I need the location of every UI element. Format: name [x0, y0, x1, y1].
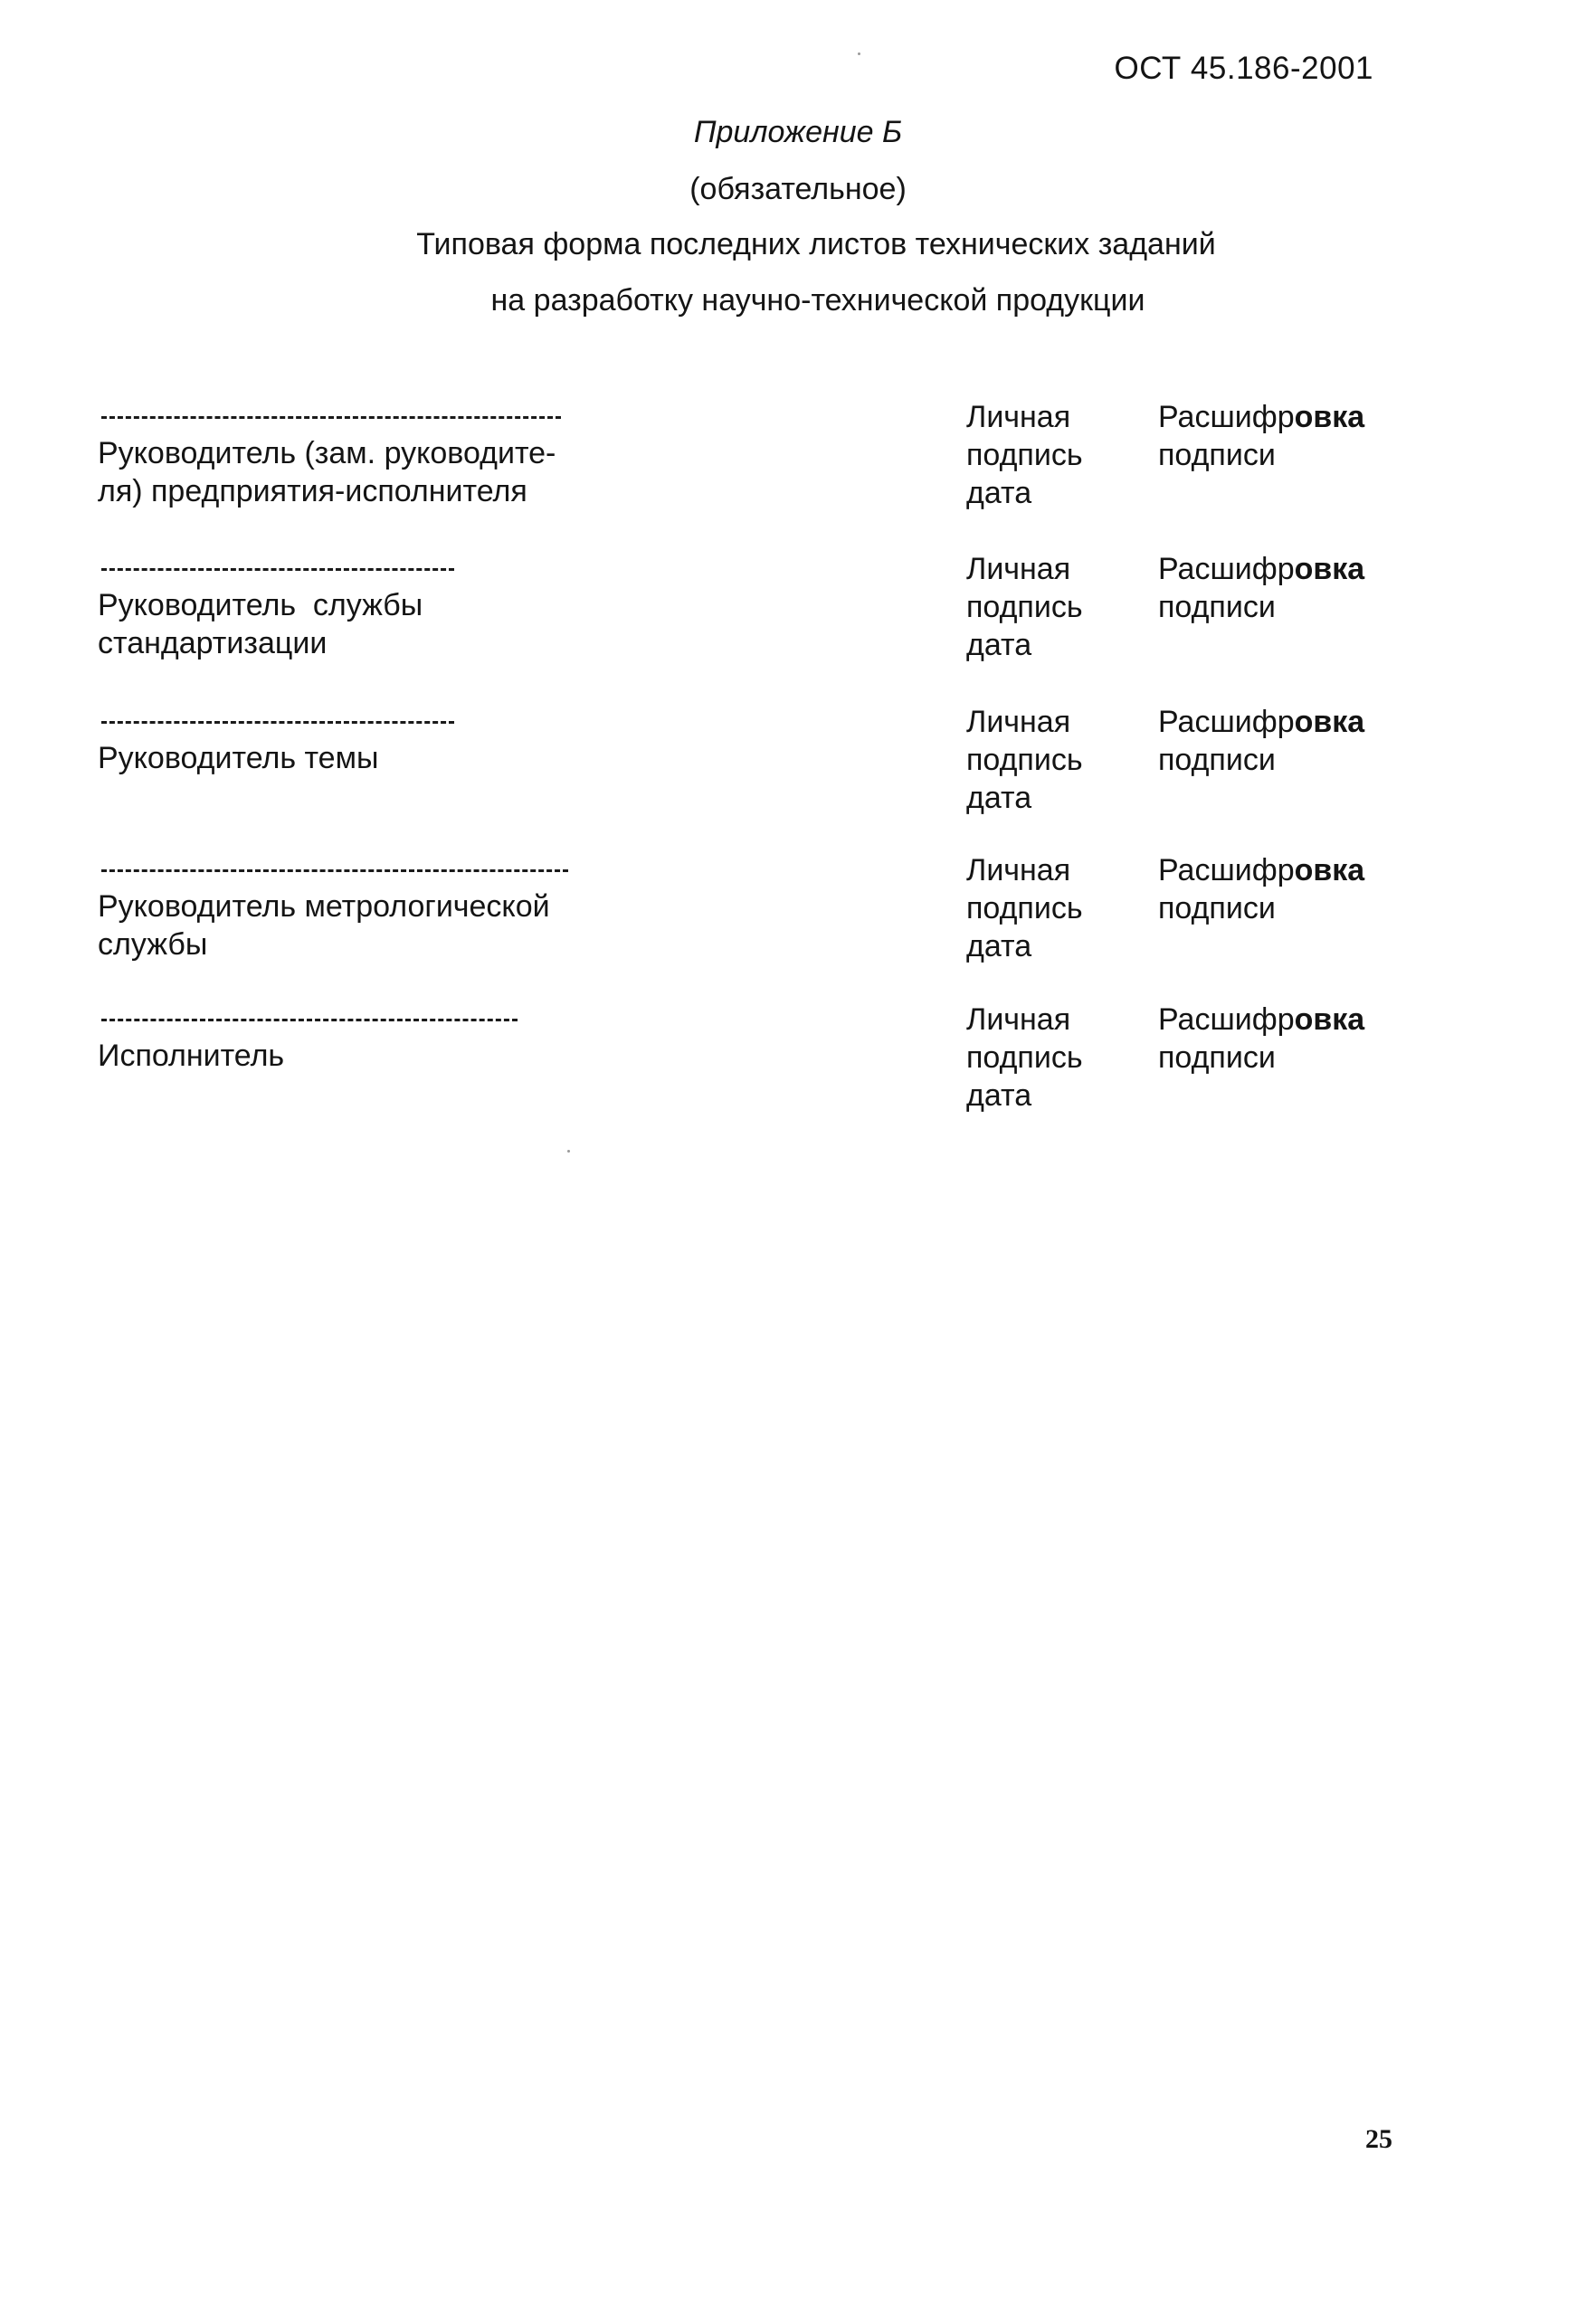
signature-line [101, 869, 568, 872]
role-label: Исполнитель [98, 1039, 285, 1073]
personal-signature-date-label: Личная подпись дата [966, 1002, 1083, 1113]
signature-decoding-label: Расшифровка подписи [1158, 705, 1365, 777]
role-label: Руководитель службы стандартизации [98, 588, 423, 660]
signature-block-head-of-enterprise [98, 400, 1382, 539]
signature-block-head-of-standardization [98, 552, 1382, 691]
signature-block-executor [98, 1002, 1382, 1142]
role-label: Руководитель темы [98, 741, 379, 775]
personal-signature-date-label: Личная подпись дата [966, 400, 1083, 510]
signature-line [101, 416, 561, 419]
signature-decoding-label: Расшифровка подписи [1158, 853, 1365, 925]
signature-block-head-of-topic [98, 705, 1382, 844]
role-label: Руководитель (зам. руководите- ля) предприятия-исполнителя [98, 436, 556, 508]
personal-signature-date-label: Личная подпись дата [966, 853, 1083, 963]
signature-line [101, 568, 454, 571]
appendix-status: (обязательное) [689, 172, 907, 206]
role-label: Руководитель метрологической службы [98, 889, 550, 962]
personal-signature-date-label: Личная подпись дата [966, 705, 1083, 815]
signature-decoding-label: Расшифровка подписи [1158, 1002, 1365, 1075]
signature-decoding-label: Расшифровка подписи [1158, 400, 1365, 472]
scan-speck [858, 52, 860, 55]
signature-decoding-label: Расшифровка подписи [1158, 552, 1365, 624]
appendix-title-line-1: Типовая форма последних листов технических заданий [416, 227, 1216, 261]
personal-signature-date-label: Личная подпись дата [966, 552, 1083, 662]
signature-block-head-of-metrology [98, 853, 1382, 992]
appendix-label: Приложение Б [693, 115, 903, 149]
appendix-title-line-2: на разработку научно-технической продукции [490, 283, 1145, 318]
page-number: 25 [1365, 2124, 1392, 2154]
document-code: ОСТ 45.186-2001 [1114, 51, 1373, 86]
scan-speck [567, 1150, 570, 1153]
signature-line [101, 721, 454, 724]
signature-line [101, 1019, 518, 1021]
